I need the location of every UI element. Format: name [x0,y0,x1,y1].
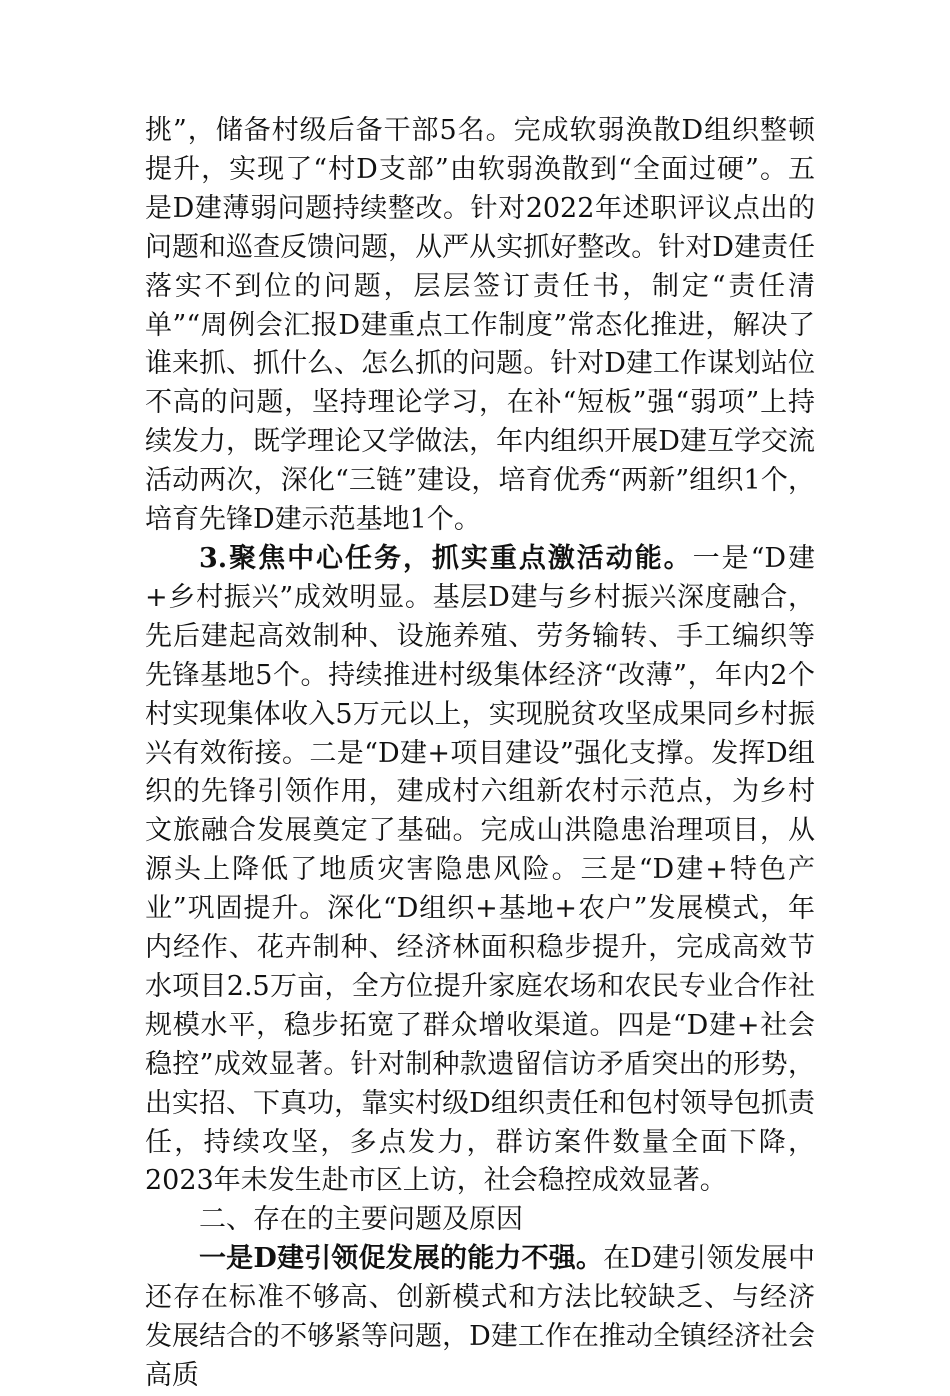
paragraph-text: 一是“D建+乡村振兴”成效明显。基层D建与乡村振兴深度融合，先后建起高效制种、设施养殖、劳务输转、手工编织等先锋基地5个。持续推进村级集体经济“改薄”，年内2个村实现集体收入5万元以上，实现脱贫攻坚成果同乡村振兴有效衔接。二是“D建+项目建设”强化支撑。发挥D组织的先锋引领作用，建成村六组新农村示范点，为乡村文旅融合发展奠定了基础。完成山洪隐患治理项目，从源头上降低了地质灾害隐患风险。三是“D建+特色产业”巩固提升。深化“D组织+基地+农户”发展模式，年内经作、花卉制种、经济林面积稳步提升，完成高效节水项目2.5万亩，全方位提升家庭农场和农民专业合作社规模水平，稳步拓宽了群众增收渠道。四是“D建+社会稳控”成效显著。针对制种款遗留信访矛盾突出的形势，出实招、下真功，靠实村级D组织责任和包村领导包抓责任，持续攻坚，多点发力，群访案件数量全面下降，2023年未发生赴市区上访，社会稳控成效显著。 [145,542,816,1197]
paragraph-text: 挑”，储备村级后备干部5名。完成软弱涣散D组织整顿提升，实现了“村D支部”由软弱涣散到“全面过硬”。五是D建薄弱问题持续整改。针对2022年述职评议点出的问题和巡查反馈问题，从严从实抓好整改。针对D建责任落实不到位的问题，层层签订责任书，制定“责任清单”“周例会汇报D建重点工作制度”常态化推进，解决了谁来抓、抓什么、怎么抓的问题。针对D建工作谋划站位不高的问题，坚持理论学习，在补“短板”强“弱项”上持续发力，既学理论又学做法，年内组织开展D建互学交流活动两次，深化“三链”建设，培育优秀“两新”组织1个，培育先锋D建示范基地1个。 [145,115,815,536]
paragraph-text: 在D建引领发展中还存在标准不够高、创新模式和方法比较缺乏、与经济发展结合的不够紧等问题，D建工作在推动全镇经济社会高质 [145,1243,815,1391]
section-heading-text: 二、存在的主要问题及原因 [199,1204,523,1236]
document-page [145,112,815,1396]
paragraph-heading: 一是D建引领促发展的能力不强。 [199,1243,604,1275]
paragraph-heading: 3.聚焦中心任务，抓实重点激活动能。 [199,542,693,574]
paragraph-party-building-rectification [145,112,815,540]
paragraph-problem-one [145,1240,815,1396]
section-heading-problems [145,1201,815,1240]
paragraph-central-tasks [145,540,815,1201]
